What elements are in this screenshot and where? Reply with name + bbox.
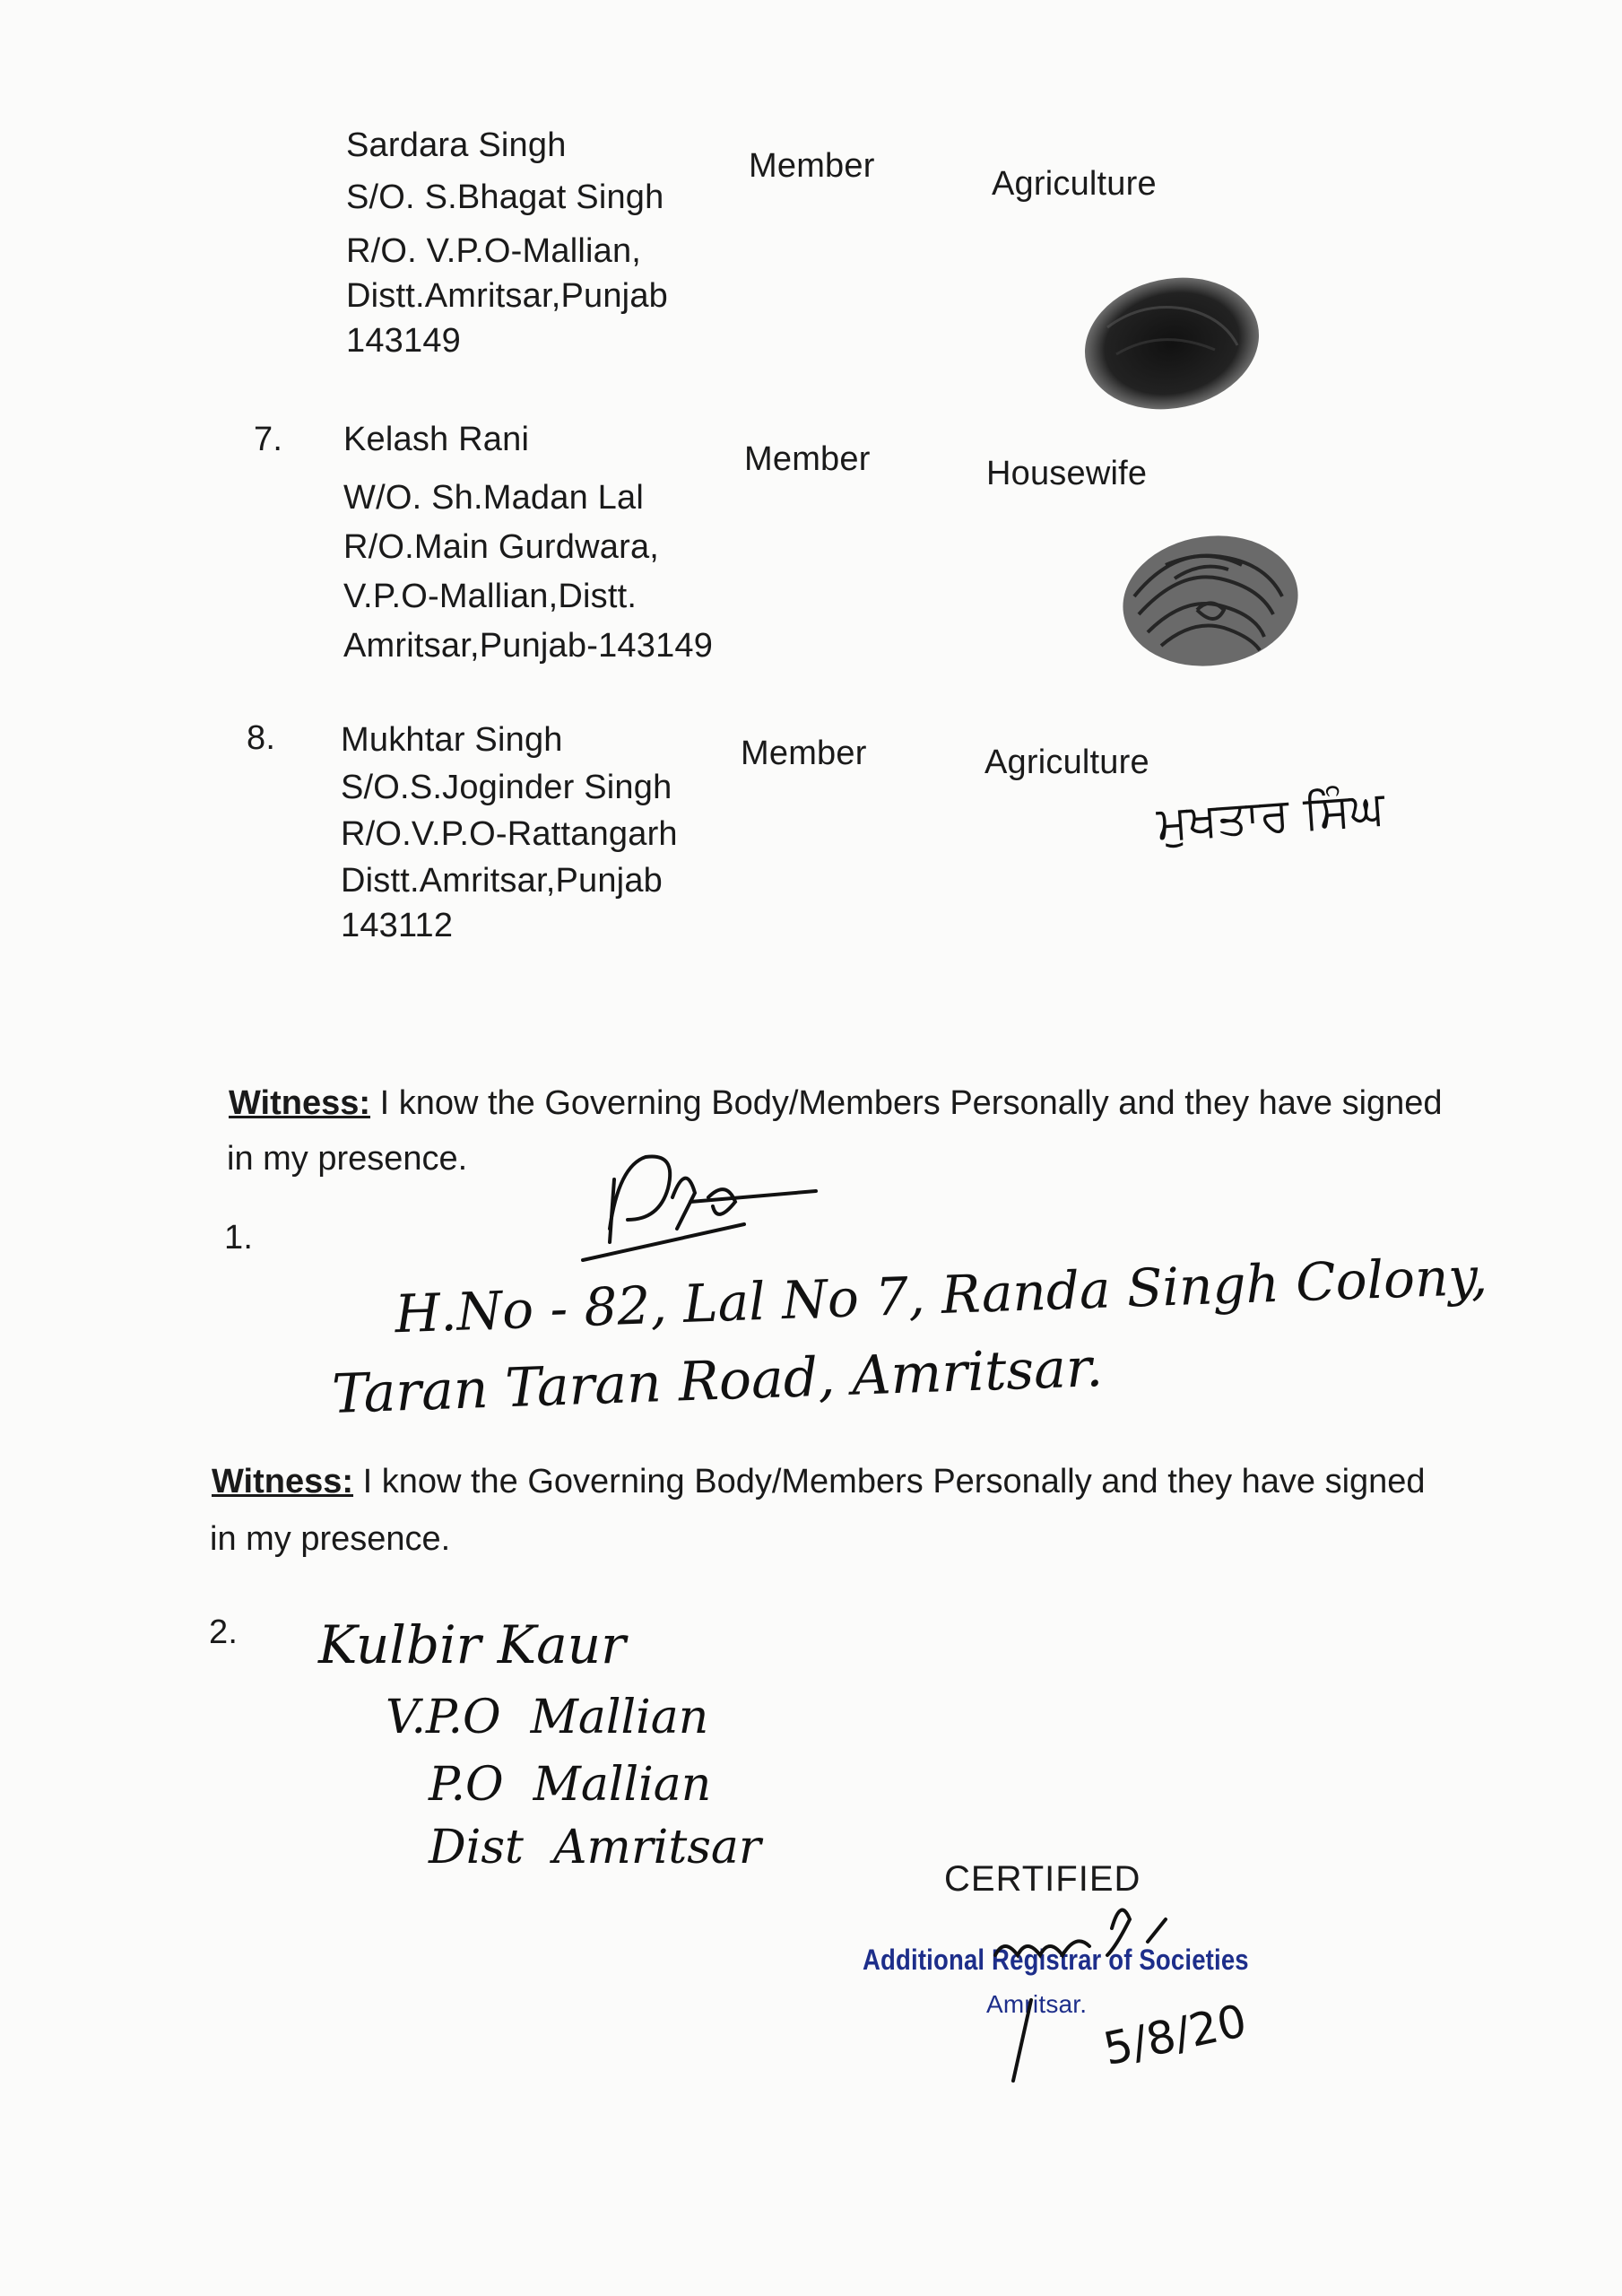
member-address-line: V.P.O-Mallian,Distt. — [343, 578, 638, 615]
witness-text: I know the Governing Body/Members Personally and they have signed — [353, 1463, 1426, 1500]
member-designation: Member — [741, 735, 867, 772]
member-address-line: R/O. V.P.O-Mallian, — [346, 232, 642, 270]
member-address-line: Distt.Amritsar,Punjab — [341, 862, 663, 900]
member-name: Mukhtar Singh — [341, 721, 563, 759]
member-name: Kelash Rani — [343, 421, 530, 458]
member-address-line: Distt.Amritsar,Punjab — [346, 277, 668, 315]
member-occupation: Agriculture — [992, 165, 1157, 203]
witness-label: Witness: — [229, 1084, 371, 1122]
certification-date: 5/8/20 — [1098, 1994, 1252, 2076]
member-address-line: R/O.Main Gurdwara, — [343, 528, 660, 566]
witness-text: I know the Governing Body/Members Personally and they have signed — [370, 1084, 1443, 1122]
witness-handwritten-address: P.O Mallian — [429, 1758, 712, 1812]
member-occupation: Housewife — [986, 455, 1148, 492]
thumb-impression-icon — [1112, 525, 1309, 677]
member-designation: Member — [749, 147, 875, 185]
witness-handwritten-address: Dist Amritsar — [429, 1821, 761, 1874]
witness-text-line2: in my presence. — [227, 1140, 468, 1178]
witness-text-line2: in my presence. — [210, 1520, 451, 1558]
member-pincode: 143149 — [346, 322, 462, 360]
witness-handwritten-address: H.No - 82, Lal No 7, Randa Singh Colony, — [394, 1245, 1488, 1345]
member-name: Sardara Singh — [346, 126, 567, 164]
member-pincode: 143112 — [341, 907, 454, 944]
witness-signature-icon — [583, 1144, 852, 1278]
member-relation: W/O. Sh.Madan Lal — [343, 479, 644, 517]
member-relation: S/O.S.Joginder Singh — [341, 769, 672, 806]
member-relation: S/O. S.Bhagat Singh — [346, 178, 664, 216]
witness-number: 2. — [209, 1613, 239, 1651]
member-number: 8. — [247, 719, 276, 757]
registrar-office: Additional Registrar of Societies — [863, 1944, 1249, 1976]
witness-label: Witness: — [212, 1463, 354, 1500]
witness-handwritten-address: Taran Taran Road, Amritsar. — [331, 1336, 1105, 1426]
witness-statement — [229, 1076, 1443, 1130]
witness-handwritten-name: Kulbir Kaur — [318, 1614, 626, 1675]
thumb-impression-icon — [1071, 265, 1269, 417]
member-number: 7. — [254, 421, 283, 458]
witness-statement — [212, 1455, 1426, 1509]
member-address-line: Amritsar,Punjab-143149 — [343, 627, 714, 665]
witness-number: 1. — [224, 1219, 254, 1257]
member-address-line: R/O.V.P.O-Rattangarh — [341, 815, 678, 853]
certified-label: CERTIFIED — [944, 1859, 1141, 1899]
member-designation: Member — [744, 440, 871, 478]
member-signature: ਮੁਖਤਾਰ ਸਿੰਘ — [1155, 781, 1386, 851]
witness-handwritten-address: V.P.O Mallian — [386, 1691, 709, 1744]
registrar-city: Amritsar. — [986, 1990, 1088, 2018]
member-occupation: Agriculture — [984, 744, 1149, 781]
